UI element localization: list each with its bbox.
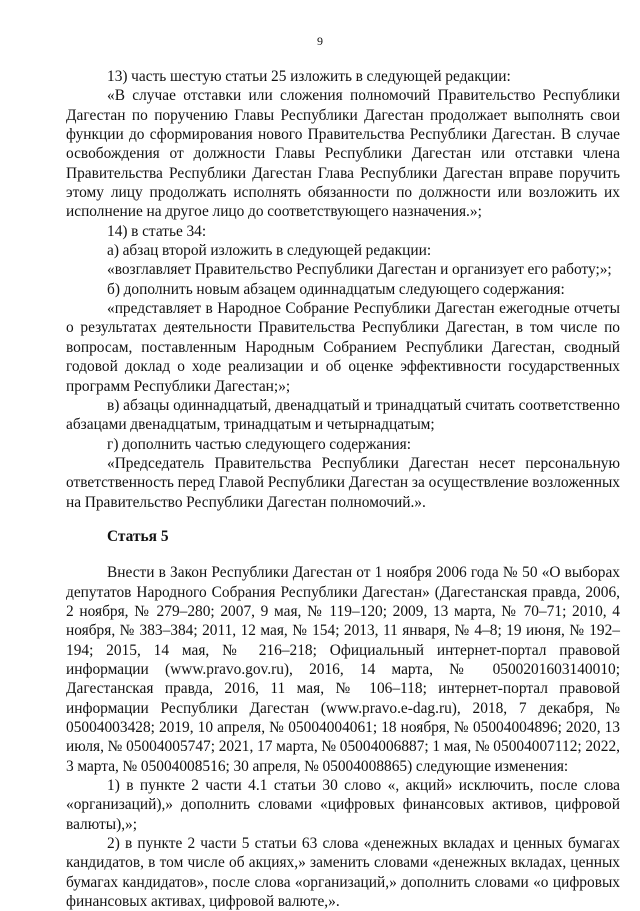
paragraph-article5-item-2: 2) в пункте 2 части 5 статьи 63 слова «денежных вкладах и ценных бумагах кандидатов, в том числе об акциях,» заменить словами «денежных вкладах, ценных бумагах кандидатов», после слова «организаций,» дополнить словами «о цифровых финансовых активах, цифровой валюте,». xyxy=(66,835,620,911)
paragraph-quote-part-six: «В случае отставки или сложения полномочий Правительство Республики Дагестан по поручению Главы Республики Дагестан продолжает выполнять свои функции до сформирования нового Правительства Республики Дагестан. В случае освобождения от должности Главы Республики Дагестан или отставки члена Правительства Республики Дагестан Глава Республики Дагестан вправе поручить этому лицу продолжать исполнять обязанности по должности или возложить их исполнение на другое лицо до соответствующего назначения.»; xyxy=(66,87,620,221)
paragraph-subitem-v: в) абзацы одиннадцатый, двенадцатый и тринадцатый считать соответственно абзацами двенадцатым, тринадцатым и четырнадцатым; xyxy=(66,396,620,434)
paragraph-item-13: 13) часть шестую статьи 25 изложить в следующей редакции: xyxy=(107,68,511,85)
paragraph-quote-heads-government: «возглавляет Правительство Республики Дагестан и организует его работу;»; xyxy=(107,261,612,279)
paragraph-article5-item-1: 1) в пункте 2 части 4.1 статьи 30 слово «, акций» исключить, после слова «организаций),» дополнить словами «цифровых финансовых активов, цифровой валюты),»; xyxy=(66,777,620,833)
paragraph-item-14: 14) в статье 34: xyxy=(107,222,207,240)
paragraph-quote-chairman-responsibility: «Председатель Правительства Республики Дагестан несет персональную ответственность перед Главой Республики Дагестан за осуществление возложенных на Правительство Республики Дагестан полномочий.». xyxy=(66,454,620,511)
article-heading: Статья 5 xyxy=(107,527,169,545)
paragraph-quote-annual-reports: «представляет в Народное Собрание Республики Дагестан ежегодные отчеты о результатах деятельности Правительства Республики Дагестан, в том числе по вопросам, поставленным Народным Собранием Республики Дагестан, сводный годовой доклад о ходе реализации и об оценке эффективности государственных программ Республики Дагестан;»; xyxy=(66,300,620,395)
page-number: 9 xyxy=(317,34,323,48)
paragraph-subitem-a: а) абзац второй изложить в следующей редакции: xyxy=(107,242,432,260)
paragraph-subitem-b: б) дополнить новым абзацем одиннадцатым следующего содержания: xyxy=(107,280,565,298)
document-body xyxy=(66,67,620,911)
paragraph-subitem-g: г) дополнить частью следующего содержания: xyxy=(107,435,412,453)
paragraph-article5-intro: Внести в Закон Республики Дагестан от 1 ноября 2006 года № 50 «О выборах депутатов Народного Собрания Республики Дагестан» (Дагестанская правда, 2006, 2 ноября, № 279–280; 2007, 9 мая, № 119–120; 2009, 13 марта, № 70–71; 2010, 4 ноября, № 383–384; 2011, 12 мая, № 154; 2013, 11 января, № 4–8; 19 июня, № 192–194; 2015, 14 мая, № 216–218; Официальный интернет-портал правовой информации (www.pravo.gov.ru), 2016, 14 марта, № 0500201603140010; Дагестанская правда, 2016, 11 мая, № 106–118; интернет-портал правовой информации Республики Дагестан (www.pravo.e-dag.ru), 2018, 7 декабря, № 05004003428; 2019, 10 апреля, № 05004004061; 18 ноября, № 05004004896; 2020, 13 июля, № 05004005747; 2021, 17 марта, № 05004006887; 1 мая, № 05004007112; 2022, 3 марта, № 05004008516; 30 апреля, № 05004008865) следующие изменения: xyxy=(66,564,620,775)
